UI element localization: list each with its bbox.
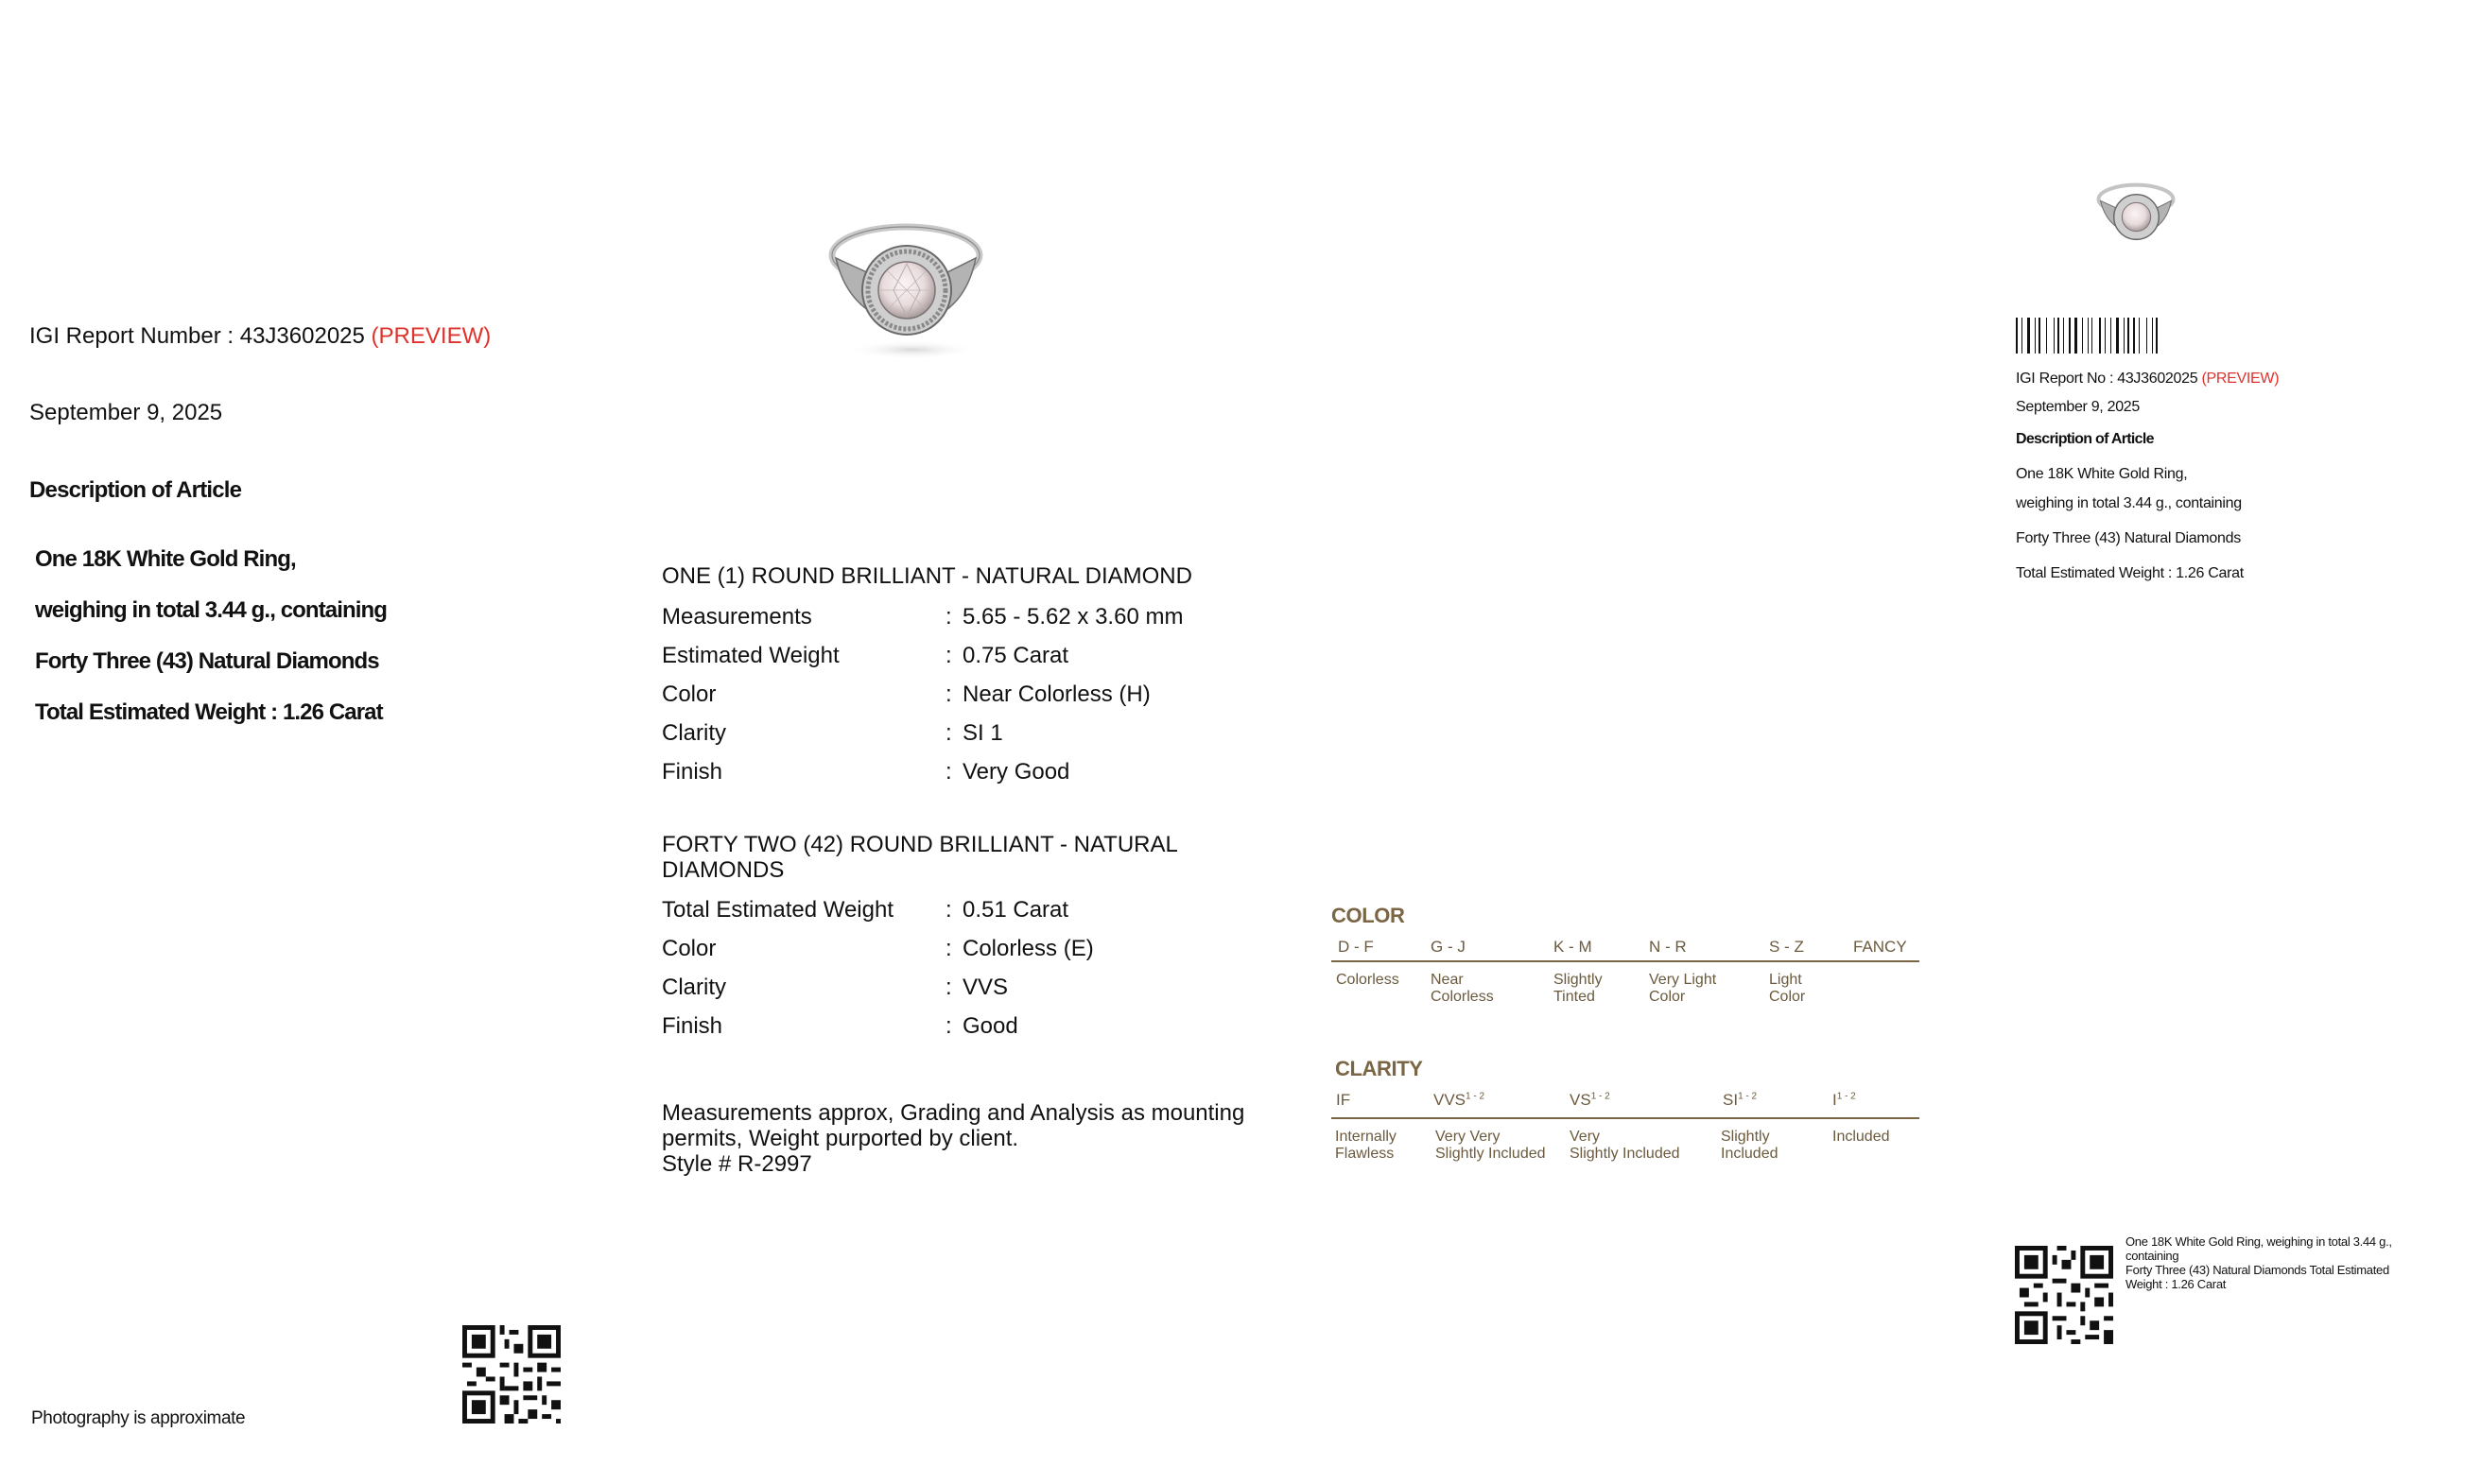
spec-value: SI 1 — [963, 720, 1003, 746]
grade-label: SI$^{1 - 2}$ — [1723, 1091, 1758, 1109]
barcode-bar — [2035, 318, 2036, 354]
spec-colon: : — [946, 682, 952, 707]
qr-caption-line: One 18K White Gold Ring, weighing in total 3.44 g., — [2125, 1234, 2392, 1249]
center-stone-title: ONE (1) ROUND BRILLIANT - NATURAL DIAMOND — [662, 563, 1192, 589]
right-report-label: IGI Report No : 43J3602025 — [2016, 371, 2198, 387]
barcode-bar — [2133, 318, 2135, 354]
barcode-bar — [2116, 318, 2119, 354]
clarity-scale-heading: CLARITY — [1335, 1057, 1423, 1080]
barcode-bar — [2082, 318, 2083, 354]
barcode-bar — [2063, 318, 2064, 354]
grade-label: VS$^{1 - 2}$ — [1570, 1091, 1610, 1109]
qr-caption-line: containing — [2125, 1249, 2179, 1263]
spec-value: 0.51 Carat — [963, 897, 1069, 923]
spec-colon: : — [946, 604, 952, 630]
spec-label: Finish — [662, 1013, 723, 1039]
description-line: One 18K White Gold Ring, — [35, 546, 296, 572]
grade-label: K - M — [1553, 938, 1592, 956]
qr-code-icon — [462, 1325, 561, 1424]
right-report-number — [2016, 371, 2279, 388]
clarity-scale-grades — [1331, 1081, 1919, 1117]
barcode-bar — [2156, 318, 2158, 354]
barcode-bar — [2088, 318, 2089, 354]
grade-label: N - R — [1649, 938, 1687, 956]
ring-thumbnail — [2091, 173, 2182, 254]
grade-label: FANCY — [1853, 938, 1907, 956]
spec-value: Near Colorless (H) — [963, 682, 1151, 707]
spec-row — [662, 975, 1178, 1013]
grade-label: $I^{1 - 2}$ — [1832, 1091, 1856, 1109]
qr-caption-line: Weight : 1.26 Carat — [2125, 1277, 2227, 1291]
barcode-bar — [2124, 318, 2125, 354]
color-scale-heading: COLOR — [1331, 904, 1405, 927]
right-description-line: One 18K White Gold Ring, — [2016, 466, 2188, 482]
spec-colon: : — [946, 936, 952, 961]
preview-badge: (PREVIEW) — [371, 323, 492, 349]
spec-row — [662, 897, 1178, 936]
grade-description: Included — [1832, 1129, 1890, 1145]
grade-description: Colorless — [1336, 972, 1399, 988]
grade-label: D - F — [1338, 938, 1374, 956]
grade-description: Very Light Color — [1649, 972, 1717, 1005]
barcode-bar — [2105, 318, 2106, 354]
spec-value: Colorless (E) — [963, 936, 1094, 961]
right-description-line: Forty Three (43) Natural Diamonds — [2016, 530, 2241, 546]
spec-row — [662, 936, 1178, 975]
barcode-bar — [2099, 318, 2101, 354]
qr-caption-line: Forty Three (43) Natural Diamonds Total Estimated — [2125, 1263, 2389, 1277]
right-description-line: weighing in total 3.44 g., containing — [2016, 495, 2242, 511]
ring-photo — [823, 203, 993, 364]
spec-label: Estimated Weight — [662, 643, 840, 668]
comment-line: Measurements approx, Grading and Analysis as mounting — [662, 1100, 1245, 1126]
color-scale-descriptions — [1331, 962, 1919, 1019]
description-line: Total Estimated Weight : 1.26 Carat — [35, 699, 383, 725]
barcode-bar — [2046, 318, 2047, 354]
spec-colon: : — [946, 975, 952, 1000]
grade-description: Light Color — [1769, 972, 1806, 1005]
side-stones-title-line: FORTY TWO (42) ROUND BRILLIANT - NATURAL — [662, 832, 1178, 857]
barcode-bar — [2074, 318, 2077, 354]
clarity-scale — [1331, 1057, 1919, 1176]
barcode-bar — [2091, 318, 2092, 354]
spec-row — [662, 643, 1192, 682]
barcode-bar — [2069, 318, 2071, 354]
grade-label: IF — [1336, 1091, 1351, 1109]
qr-caption — [2125, 1234, 2392, 1291]
barcode-bar — [2021, 318, 2022, 354]
description-lines — [35, 546, 387, 751]
grade-description: Very Very Slightly Included — [1435, 1129, 1546, 1162]
spec-colon: : — [946, 643, 952, 668]
description-line: Forty Three (43) Natural Diamonds — [35, 648, 379, 674]
report-number — [29, 323, 491, 350]
grade-description: Internally Flawless — [1335, 1129, 1397, 1162]
grade-description: Near Colorless — [1431, 972, 1494, 1005]
barcode-bar — [2039, 318, 2040, 354]
spec-label: Measurements — [662, 604, 812, 630]
grade-description: Slightly Included — [1721, 1129, 1778, 1162]
barcode-icon — [2016, 318, 2209, 354]
barcode-bar — [2127, 318, 2129, 354]
right-description-heading: Description of Article — [2016, 431, 2154, 447]
spec-label: Clarity — [662, 975, 727, 1000]
photography-note: Photography is approximate — [31, 1408, 246, 1428]
grade-label: G - J — [1431, 938, 1466, 956]
color-scale-grades — [1331, 928, 1919, 960]
barcode-bar — [2152, 318, 2153, 354]
grade-description: Very Slightly Included — [1570, 1129, 1680, 1162]
comments — [662, 1100, 1244, 1177]
right-report-date: September 9, 2025 — [2016, 399, 2140, 415]
report-number-label: IGI Report Number : 43J3602025 — [29, 323, 365, 349]
spec-label: Finish — [662, 759, 723, 785]
comment-line: Style # R-2997 — [662, 1151, 812, 1177]
spec-colon: : — [946, 897, 952, 923]
barcode-bar — [2057, 318, 2059, 354]
qr-code-icon — [2015, 1246, 2113, 1344]
barcode-bar — [2016, 318, 2018, 354]
grade-label: S - Z — [1769, 938, 1804, 956]
grade-label: VVS$^{1 - 2}$ — [1433, 1091, 1485, 1109]
barcode-bar — [2146, 318, 2147, 354]
spec-row — [662, 604, 1192, 643]
spec-label: Color — [662, 682, 717, 707]
grade-description: Slightly Tinted — [1553, 972, 1603, 1005]
spec-row — [662, 682, 1192, 720]
spec-row — [662, 1013, 1178, 1052]
right-preview-badge: (PREVIEW) — [2201, 371, 2280, 387]
spec-value: 5.65 - 5.62 x 3.60 mm — [963, 604, 1184, 630]
spec-value: Good — [963, 1013, 1018, 1039]
barcode-bar — [2027, 318, 2030, 354]
spec-label: Total Estimated Weight — [662, 897, 894, 923]
side-stones-section — [662, 832, 1178, 1052]
spec-value: 0.75 Carat — [963, 643, 1069, 668]
spec-value: Very Good — [963, 759, 1070, 785]
report-date: September 9, 2025 — [29, 400, 223, 425]
barcode-bar — [2054, 318, 2055, 354]
center-stone-section — [662, 563, 1192, 798]
spec-label: Color — [662, 936, 717, 961]
spec-value: VVS — [963, 975, 1009, 1000]
clarity-scale-descriptions — [1331, 1119, 1919, 1176]
spec-row — [662, 720, 1192, 759]
side-stones-title-line: DIAMONDS — [662, 857, 785, 883]
right-description-line: Total Estimated Weight : 1.26 Carat — [2016, 565, 2244, 581]
spec-colon: : — [946, 720, 952, 746]
side-stones-title — [662, 832, 1178, 897]
color-scale — [1331, 904, 1919, 1019]
description-line: weighing in total 3.44 g., containing — [35, 597, 388, 623]
spec-colon: : — [946, 1013, 952, 1039]
comment-line: permits, Weight purported by client. — [662, 1126, 1019, 1151]
spec-row — [662, 759, 1192, 798]
barcode-bar — [2139, 318, 2140, 354]
spec-colon: : — [946, 759, 952, 785]
barcode-bar — [2110, 318, 2111, 354]
spec-label: Clarity — [662, 720, 727, 746]
description-heading: Description of Article — [29, 477, 242, 503]
